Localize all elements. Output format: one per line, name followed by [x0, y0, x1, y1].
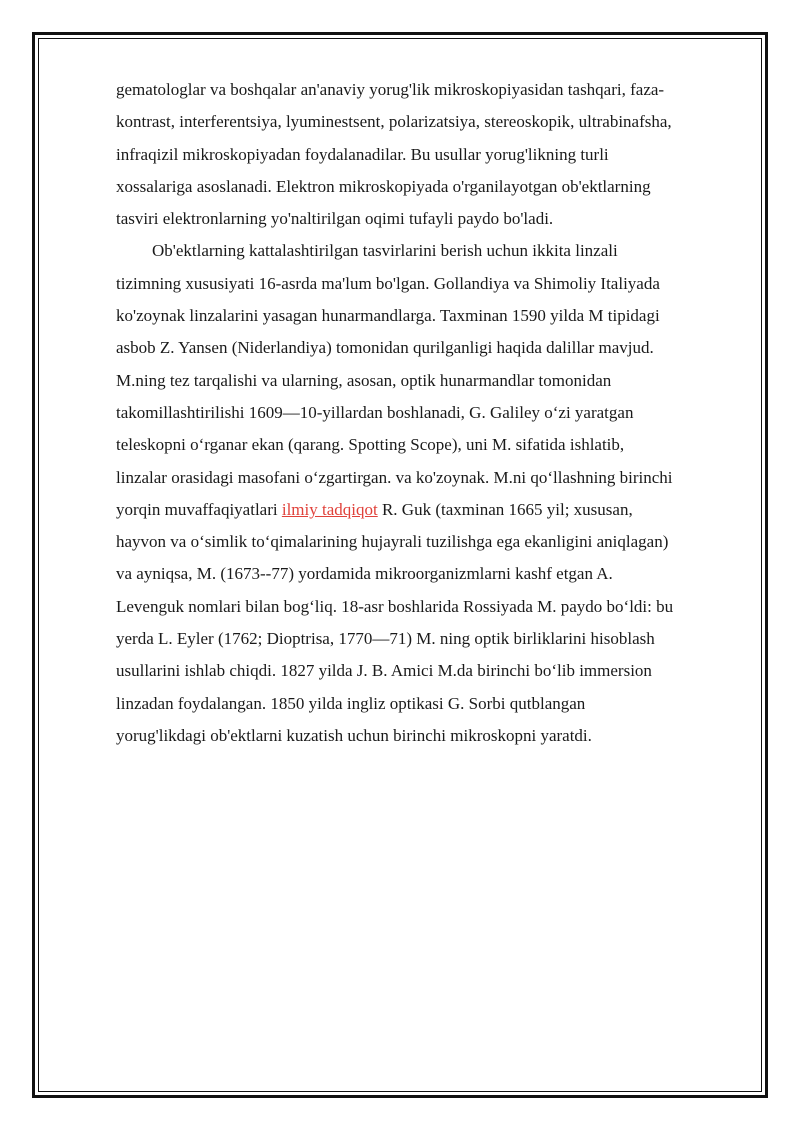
- paragraph-1: [116, 74, 746, 235]
- text-line: Ob'ektlarning kattalashtirilgan tasvirlarini berish uchun ikkita linzali: [152, 241, 618, 261]
- text-line: yerda L. Eyler (1762; Dioptrisa, 1770—71) M. ning optik birliklarini hisoblash: [116, 629, 655, 649]
- paragraph-2: [116, 235, 746, 752]
- text-line: kontrast, interferentsiya, lyuminestsent, polarizatsiya, stereoskopik, ultrabinafsha,: [116, 112, 672, 132]
- text-line: usullarini ishlab chiqdi. 1827 yilda J. B. Amici M.da birinchi bo‘lib immersion: [116, 661, 652, 681]
- text-line: gematologlar va boshqalar an'anaviy yorug'lik mikroskopiyasidan tashqari, faza-: [116, 80, 665, 99]
- text-line: teleskopni o‘rganar ekan (qarang. Spotting Scope), uni M. sifatida ishlatib,: [116, 435, 625, 455]
- text-line: yorqin muvaffaqiyatlari: [116, 499, 282, 519]
- ilmiy-tadqiqot-link[interactable]: ilmiy tadqiqot: [281, 499, 378, 519]
- text-line: takomillashtirilishi 1609—10-yillardan boshlanadi, G. Galiley o‘zi yaratgan: [116, 402, 634, 422]
- text-line: M.ning tez tarqalishi va ularning, asosan, optik hunarmandlar tomonidan: [116, 370, 612, 390]
- text-line: Levenguk nomlari bilan bog‘liq. 18-asr boshlarida Rossiyada M. paydo bo‘ldi: bu: [116, 596, 674, 616]
- text-line: hayvon va o‘simlik to‘qimalarining hujayrali tuzilishga ega ekanligini aniqlagan): [116, 532, 669, 552]
- text-line: ko'zoynak linzalarini yasagan hunarmandlarga. Taxminan 1590 yilda M tipidagi: [116, 306, 660, 326]
- text-line: tizimning xususiyati 16-asrda ma'lum bo'lgan. Gollandiya va Shimoliy Italiyada: [116, 273, 660, 293]
- text-line: linzalar orasidagi masofani o‘zgartirgan. va ko'zoynak. M.ni qo‘llashning birinchi: [116, 467, 673, 487]
- document-body: [116, 74, 746, 752]
- text-line: tasviri elektronlarning yo'naltirilgan oqimi tufayli paydo bo'ladi.: [116, 209, 554, 229]
- text-line: xossalariga asoslanadi. Elektron mikroskopiyada o'rganilayotgan ob'ektlarning: [116, 176, 651, 196]
- text-line: linzadan foydalangan. 1850 yilda ingliz optikasi G. Sorbi qutblangan: [116, 693, 586, 713]
- text-line: infraqizil mikroskopiyadan foydalanadilar. Bu usullar yorug'likning turli: [116, 144, 609, 164]
- text-line: va ayniqsa, M. (1673--77) yordamida mikroorganizmlarni kashf etgan A.: [116, 564, 613, 584]
- text-line: R. Guk (taxminan 1665 yil; xususan,: [377, 499, 633, 519]
- text-line: asbob Z. Yansen (Niderlandiya) tomonidan qurilganligi haqida dalillar mavjud.: [116, 338, 654, 358]
- text-line: yorug'likdagi ob'ektlarni kuzatish uchun birinchi mikroskopni yaratdi.: [116, 725, 592, 745]
